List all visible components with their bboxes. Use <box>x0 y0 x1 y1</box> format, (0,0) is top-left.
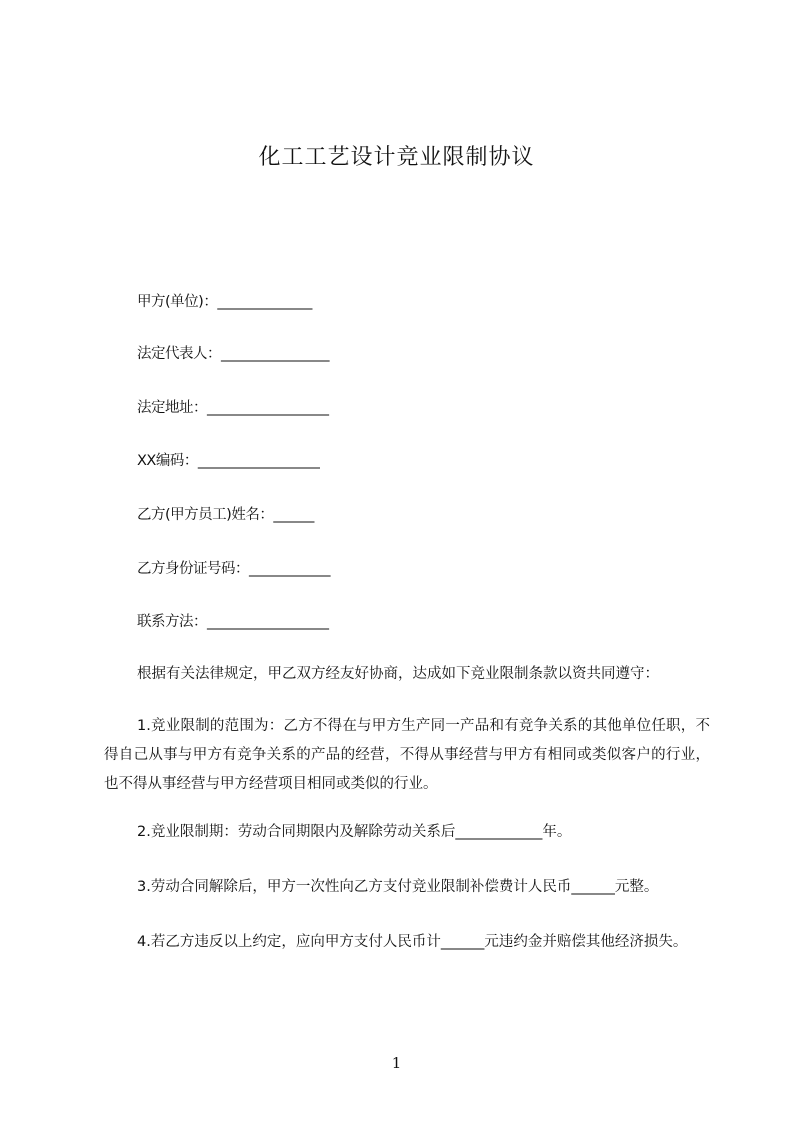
clause-3: 3.劳动合同解除后，甲方一次性向乙方支付竞业限制补偿费计人民币______元整。 <box>137 879 659 895</box>
party-b-name-field: 乙方(甲方员工)姓名：______ <box>137 507 314 523</box>
code-field: XX编码：__________________ <box>137 453 320 469</box>
clause-4: 4.若乙方违反以上约定，应向甲方支付人民币计______元违约金并赔偿其他经济损失。 <box>137 934 688 950</box>
contact-method-field: 联系方法：__________________ <box>137 614 329 630</box>
document-title: 化工工艺设计竞业限制协议 <box>258 145 535 170</box>
intro-paragraph: 根据有关法律规定，甲乙双方经友好协商，达成如下竞业限制条款以资共同遵守： <box>137 666 659 682</box>
clause-1: 1.竞业限制的范围为：乙方不得在与甲方生产同一产品和有竞争关系的其他单位任职，不得自己从事与甲方有竞争关系的产品的经营，不得从事经营与甲方有相同或类似客户的行业，也不得从事经营与甲方经营项目相同或类似的行业。 <box>104 718 710 792</box>
legal-representative-field: 法定代表人：________________ <box>137 346 329 362</box>
party-b-id-field: 乙方身份证号码：____________ <box>137 561 330 577</box>
clause-2: 2.竞业限制期：劳动合同期限内及解除劳动关系后____________年。 <box>137 824 572 840</box>
page-number: 1 <box>391 1054 402 1072</box>
party-a-unit-field: 甲方(单位)：______________ <box>137 294 312 310</box>
legal-address-field: 法定地址：__________________ <box>137 400 329 416</box>
